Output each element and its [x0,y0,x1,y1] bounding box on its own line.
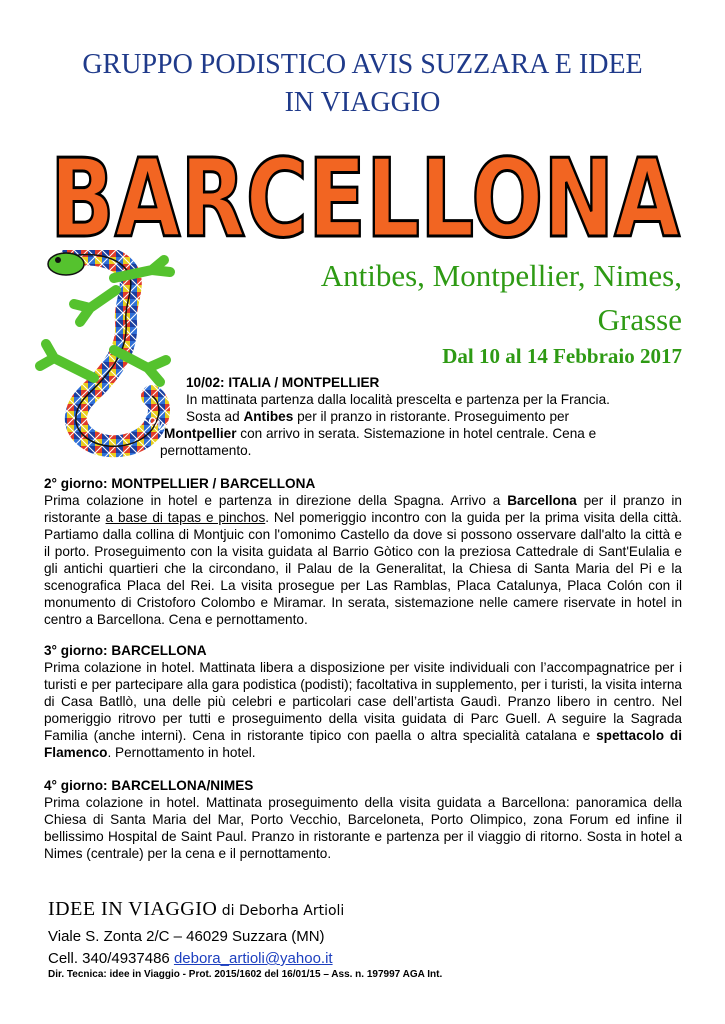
banner-title: BARCELLONA [50,137,681,252]
destinations-line-1: Antibes, Montpellier, Nimes, [320,258,682,293]
day3-text-b: . Pernottamento in hotel. [107,745,256,760]
day1-line-montpellier [164,425,682,442]
day2-section [44,475,682,628]
gecko-mosaic-icon [32,250,182,472]
day4-body: Prima colazione in hotel. Mattinata proseguimento della visita guidata a Barcellona: panoramica della Chiesa di Santa Maria del Mar, Porto Vecchio, Barceloneta, Porto Olimpico, zona Forum ed infine il bellissimo Hospital de Saint Paul. Pranzo in ristorante e partenza per il viaggio di ritorno. Sosta in hotel a Nimes (centrale) per la cena e il pernottamento. [44,795,682,861]
day4-heading: 4° giorno: BARCELLONA/NIMES [44,778,254,793]
day1-montpellier: Montpellier [164,426,237,441]
day2-heading: 2° giorno: MONTPELLIER / BARCELLONA [44,476,316,491]
page-title [20,46,705,122]
day4-section [44,777,682,862]
day3-text-a: Prima colazione in hotel. Mattinata libera a disposizione per visite individuali con l’accompagnatrice per i turisti e per partecipare alla gara podistica (podisti); facoltativa in supplemento, per i turisti, la visita interna di Casa Batllò, una delle più celebri e particolari case dell’artista Gaudì. Pranzo libero in centro. Nel pomeriggio ritrovo per tutti e proseguimento della visita guidata di Parc Guell. A seguire la Sagrada Familia (anche interni). Cena in ristorante tipico con paella o altra specialità catalana e [44,660,682,743]
agency-contact [48,948,333,970]
agency-address: Viale S. Zonta 2/C – 46029 Suzzara (MN) [48,928,325,945]
destinations [250,254,682,342]
agency-owner: di Deborha Artioli [217,903,345,919]
gecko-label: BARCELLONA [104,391,171,436]
agency-name [48,898,344,921]
day2-text-b: per il pranzo in ristorante [44,493,682,525]
day2-tapas: a base di tapas e pinchos [105,510,266,525]
barcellona-banner [44,132,686,252]
day1-text-a: In mattinata partenza dalla località prescelta e partenza per la Francia. [186,392,610,407]
day3-section [44,642,682,761]
day1-section [160,374,682,459]
day1-text-e: pernottamento. [160,443,252,458]
agency-title: IDEE IN VIAGGIO [48,898,218,920]
day2-text-a: Prima colazione in hotel e partenza in direzione della Spagna. Arrivo a [44,493,508,508]
legal-note: Dir. Tecnica: idee in Viaggio - Prot. 2015/1602 del 16/01/15 – Ass. n. 197997 AGA Int. [48,969,443,980]
day1-text-b: Sosta ad [186,409,244,424]
day1-text-c: per il pranzo in ristorante. Proseguimento per [293,409,570,424]
day3-flamenco: spettacolo di Flamenco [44,728,683,760]
email-link[interactable]: debora_artioli@yahoo.it [173,950,333,967]
cell-number: Cell. 340/4937486 [48,950,174,967]
day2-body [44,492,682,628]
day1-antibes: Antibes [243,409,294,424]
day3-heading: 3° giorno: BARCELLONA [44,643,207,658]
destinations-line-2: Grasse [597,302,682,337]
day2-text-c: . Nel pomeriggio incontro con la guida per la prima visita della città. Partiamo dalla collina di Montjuic con l'omonimo Castello da dove si possono osservare dall'alto la città e il porto. Proseguimento con la visita guidata al Barrio Gòtico con la preziosa Cattedrale di Sant'Eulalia e gli antichi quartieri che la circondano, il Palau de la Generalitat, la Chiesa di Santa Maria del Pi e la scenografica Placa del Rei. La visita prosegue per Las Ramblas, Placa Catalunya, Placa Colón con il monumento di Cristoforo Colombo e Miramar. In serata, sistemazione nelle camere riservate in hotel in centro a Barcellona. Cena e pernottamento. [44,510,682,627]
day1-text-d: con arrivo in serata. Sistemazione in hotel centrale. Cena e [236,426,597,441]
day2-barcellona: Barcellona [507,493,577,508]
trip-dates: Dal 10 al 14 Febbraio 2017 [442,344,682,368]
title-line-1: GRUPPO PODISTICO AVIS SUZZARA E IDEE [82,49,643,80]
day1-heading: 10/02: ITALIA / MONTPELLIER [186,375,380,390]
day3-body [44,659,682,761]
day1-line-antibes [186,408,682,425]
title-line-2: IN VIAGGIO [284,87,441,118]
